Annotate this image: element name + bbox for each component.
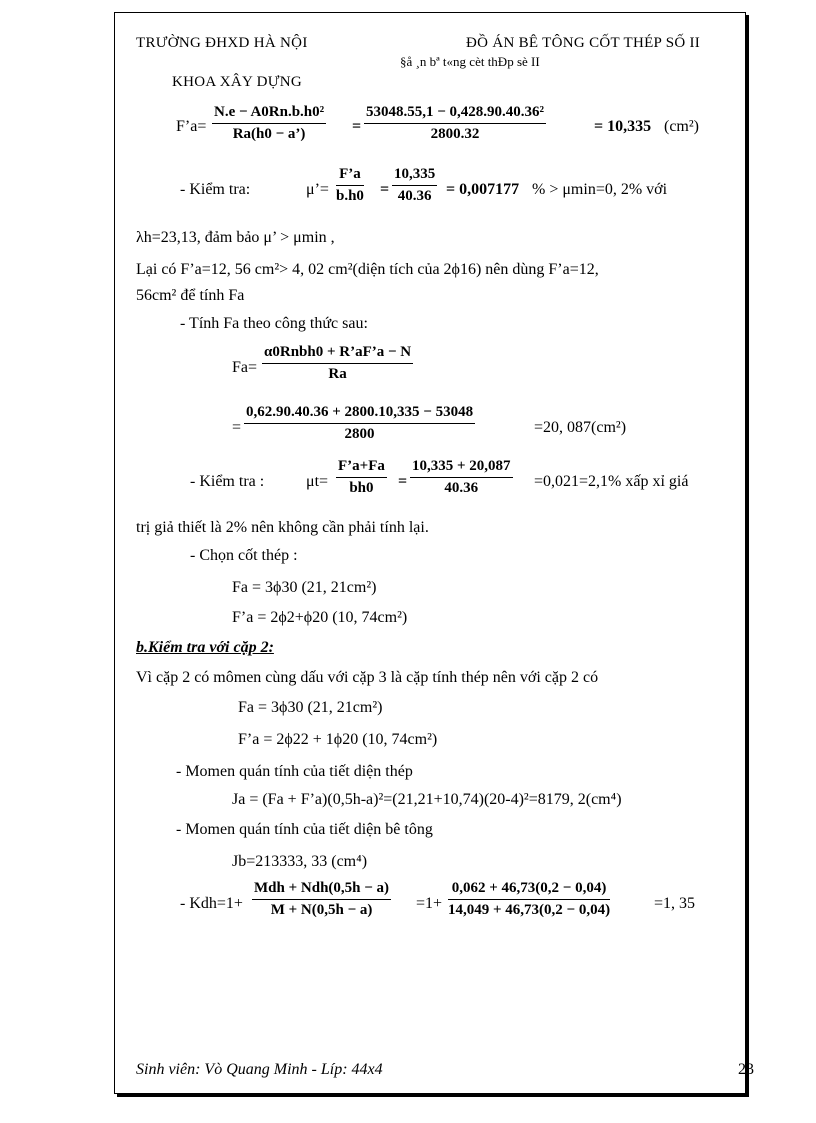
check2-fraction xyxy=(336,458,387,497)
momen-bt: - Momen quán tính của tiết diện bê tông xyxy=(176,821,433,838)
header-school: TRƯỜNG ĐHXD HÀ NỘI xyxy=(136,35,308,51)
header-dept: KHOA XÂY DỰNG xyxy=(172,74,302,90)
check1-numerator-values: 10,335 xyxy=(392,166,437,186)
fa3-fraction xyxy=(244,404,475,443)
check2-mu: μt= xyxy=(306,473,329,490)
check2-fraction-values xyxy=(410,458,513,497)
check2-result: =0,021=2,1% xấp xỉ giá xyxy=(534,473,689,490)
check1-denominator: b.h0 xyxy=(336,188,364,204)
chon-fa: Fa = 3ϕ30 (21, 21cm²) xyxy=(232,579,377,596)
fa1-result: = 10,335 xyxy=(594,118,652,135)
check1-fraction-values xyxy=(392,166,437,205)
check1-numerator: F’a xyxy=(336,166,364,186)
line-lambda: λh=23,13, đảm bảo μ’ > μmin , xyxy=(136,229,335,246)
fa1-denominator-values: 2800.32 xyxy=(430,126,480,142)
equals-sign-3: = xyxy=(232,419,242,436)
fpa-b: F’a = 2ϕ22 + 1ϕ20 (10, 74cm²) xyxy=(238,731,438,748)
fa1-fraction xyxy=(212,104,326,143)
kdh-denominator: M + N(0,5h − a) xyxy=(270,902,373,918)
kdh-numerator: Mdh + Ndh(0,5h − a) xyxy=(252,880,391,900)
fa1-denominator: Ra(h0 − a’) xyxy=(232,126,306,142)
kdh-result: =1, 35 xyxy=(654,895,696,912)
page-number: 23 xyxy=(738,1061,754,1078)
header-subtitle: §å ¸n bª t«ng cèt thÐp sè II xyxy=(400,54,540,69)
check1-denominator-values: 40.36 xyxy=(397,188,432,204)
ja-line: Ja = (Fa + F’a)(0,5h-a)²=(21,21+10,74)(20-4)²=8179, 2(cm⁴) xyxy=(232,791,622,808)
fa-b: Fa = 3ϕ30 (21, 21cm²) xyxy=(238,699,383,716)
line-tinh: - Tính Fa theo công thức sau: xyxy=(180,315,368,332)
check1-result: = 0,007177 xyxy=(446,181,520,198)
fa2-numerator: α0Rnbh0 + R’aF’a − N xyxy=(262,344,413,364)
check1-fraction xyxy=(336,166,364,205)
line-lai2: 56cm² để tính Fa xyxy=(136,287,245,304)
equals-sign-1: = xyxy=(352,118,362,135)
kdh-numerator-values: 0,062 + 46,73(0,2 − 0,04) xyxy=(448,880,610,900)
check2-lead: - Kiểm tra : xyxy=(190,473,265,490)
section-b-heading: b.Kiểm tra với cặp 2: xyxy=(136,639,274,656)
fa2-fraction xyxy=(262,344,413,383)
check2-numerator: F’a+Fa xyxy=(336,458,387,478)
chon-label: - Chọn cốt thép : xyxy=(190,547,298,564)
fa2-lhs: Fa= xyxy=(232,359,258,376)
momen-thep: - Momen quán tính của tiết diện thép xyxy=(176,763,413,780)
fa1-numerator-values: 53048.55,1 − 0,428.90.40.36² xyxy=(364,104,546,124)
line-tri: trị giả thiết là 2% nên không cần phải tính lại. xyxy=(136,519,429,536)
kdh-fraction-values xyxy=(448,880,610,919)
kdh-fraction xyxy=(252,880,391,919)
vi-cap: Vì cặp 2 có mômen cùng dấu với cặp 3 là cặp tính thép nên với cặp 2 có xyxy=(136,669,599,686)
check1-tail: % > μmin=0, 2% với xyxy=(532,181,668,198)
kdh-denominator-values: 14,049 + 46,73(0,2 − 0,04) xyxy=(448,902,611,918)
fa1-numerator: N.e − A0Rn.b.h0² xyxy=(212,104,326,124)
kdh-mid: =1+ xyxy=(416,895,443,912)
check2-denominator: bh0 xyxy=(349,480,374,496)
fa1-unit: (cm²) xyxy=(664,118,699,135)
fa1-lhs: F’a= xyxy=(176,118,207,135)
footer-student: Sinh viên: Vò Quang Minh - Líp: 44x4 xyxy=(136,1061,383,1078)
kdh-lhs: - Kdh=1+ xyxy=(180,895,243,912)
check1-lead: - Kiểm tra: xyxy=(180,181,251,198)
line-lai1: Lại có F’a=12, 56 cm²> 4, 02 cm²(diện tích của 2ϕ16) nên dùng F’a=12, xyxy=(136,261,599,278)
fa1-fraction-values xyxy=(364,104,546,143)
check2-numerator-values: 10,335 + 20,087 xyxy=(410,458,513,478)
fa3-result: =20, 087(cm²) xyxy=(534,419,627,436)
fa3-denominator: 2800 xyxy=(344,426,375,442)
check2-denominator-values: 40.36 xyxy=(444,480,479,496)
fa2-denominator: Ra xyxy=(328,366,347,382)
equals-sign-2: = xyxy=(380,181,390,198)
equals-sign-4: = xyxy=(398,473,408,490)
check1-mu: μ’= xyxy=(306,181,329,198)
chon-fpa: F’a = 2ϕ2+ϕ20 (10, 74cm²) xyxy=(232,609,408,626)
header-project: ĐỒ ÁN BÊ TÔNG CỐT THÉP SỐ II xyxy=(466,35,701,51)
jb-line: Jb=213333, 33 (cm⁴) xyxy=(232,853,368,870)
fa3-numerator: 0,62.90.40.36 + 2800.10,335 − 53048 xyxy=(244,404,475,424)
